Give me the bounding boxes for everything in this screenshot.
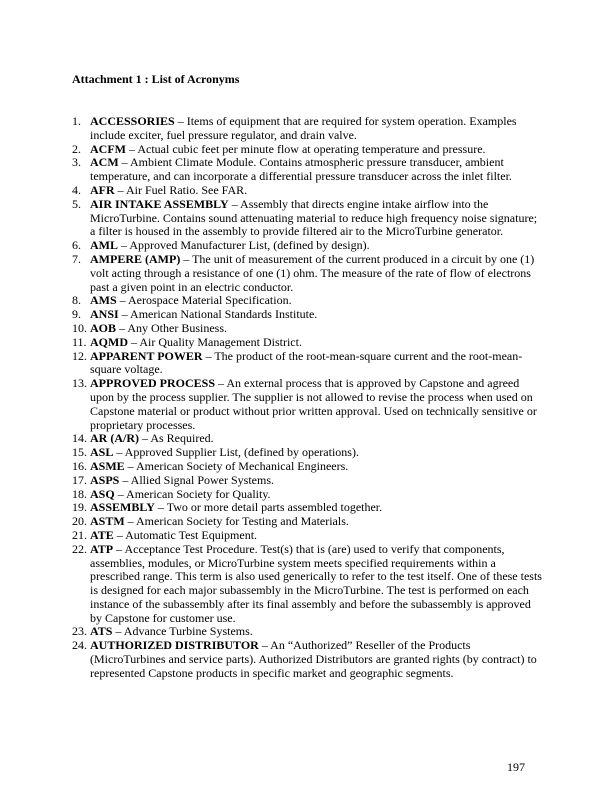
acronym-item <box>72 639 542 680</box>
acronym-term: ATS <box>90 624 113 639</box>
item-number: 5. <box>72 196 81 211</box>
acronym-definition: – Advance Turbine Systems. <box>112 624 253 639</box>
item-number: 11. <box>72 334 87 349</box>
acronym-term: ATP <box>90 541 114 556</box>
acronym-item <box>72 198 542 239</box>
acronym-definition: – As Required. <box>139 431 214 446</box>
acronym-definition: – An external process that is approved by Capstone and agreed upon by the process supplier. The supplier is not allowed to revise the process when used on Capstone material or product without prior written approval. Used on technically sensitive or proprietary processes. <box>90 376 537 432</box>
acronym-definition: – Any Other Business. <box>116 320 228 335</box>
acronym-item <box>72 156 542 184</box>
acronym-term: ASQ <box>90 486 115 501</box>
acronym-list <box>72 115 542 681</box>
acronym-term: AIR INTAKE ASSEMBLY <box>90 196 229 211</box>
item-number: 3. <box>72 155 81 170</box>
item-number: 14. <box>72 431 87 446</box>
item-number: 17. <box>72 472 87 487</box>
acronym-term: ASPS <box>90 472 120 487</box>
page-title: Attachment 1 : List of Acronyms <box>72 72 240 86</box>
acronym-term: AMPERE (AMP) <box>90 251 181 266</box>
item-number: 9. <box>72 307 81 322</box>
acronym-definition: – Air Fuel Ratio. See FAR. <box>114 182 248 197</box>
acronym-item <box>72 184 542 198</box>
item-number: 19. <box>72 500 87 515</box>
acronym-definition: – American Society of Mechanical Engineers. <box>124 458 349 473</box>
acronym-item <box>72 143 542 157</box>
acronym-term: AMS <box>90 293 117 308</box>
item-number: 15. <box>72 445 87 460</box>
acronym-item <box>72 239 542 253</box>
acronym-definition: – Aerospace Material Specification. <box>116 293 292 308</box>
acronym-definition: – American National Standards Institute. <box>118 307 318 322</box>
acronym-item <box>72 322 542 336</box>
acronym-term: AOB <box>90 320 117 335</box>
acronym-definition: – Items of equipment that are required for system operation. Examples include exciter, fuel pressure regulator, and drain valve. <box>90 114 517 142</box>
item-number: 6. <box>72 238 81 253</box>
item-number: 18. <box>72 486 87 501</box>
acronym-term: ACFM <box>90 141 126 156</box>
item-number: 8. <box>72 293 81 308</box>
acronym-item <box>72 377 542 432</box>
acronym-definition: – Two or more detail parts assembled together. <box>154 500 383 515</box>
acronym-item <box>72 501 542 515</box>
acronym-item <box>72 460 542 474</box>
acronym-item <box>72 350 542 378</box>
acronym-definition: – Approved Supplier List, (defined by operations). <box>113 445 359 460</box>
page-number: 197 <box>507 760 525 774</box>
acronym-term: ASSEMBLY <box>90 500 155 515</box>
acronym-term: ANSI <box>90 307 119 322</box>
acronym-term: AR (A/R) <box>90 431 139 446</box>
acronym-term: APPARENT POWER <box>90 348 203 363</box>
acronym-term: APPROVED PROCESS <box>90 376 216 391</box>
acronym-term: AUTHORIZED DISTRIBUTOR <box>90 638 259 653</box>
acronym-item <box>72 446 542 460</box>
item-number: 23. <box>72 624 87 639</box>
acronym-item <box>72 625 542 639</box>
acronym-item <box>72 543 542 626</box>
acronym-term: ASME <box>90 458 125 473</box>
acronym-item <box>72 488 542 502</box>
item-number: 21. <box>72 527 87 542</box>
acronym-item <box>72 253 542 294</box>
acronym-item <box>72 515 542 529</box>
acronym-item <box>72 474 542 488</box>
acronym-definition: – Ambient Climate Module. Contains atmospheric pressure transducer, ambient temperature, and can incorporate a differential pressure transducer across the inlet filter. <box>90 155 512 184</box>
acronym-definition: – The unit of measurement of the current produced in a circuit by one (1) volt acting through a resistance of one (1) ohm. The measure of the rate of flow of electrons past a given point in an electric conductor. <box>90 251 535 294</box>
acronym-definition: – American Society for Testing and Materials. <box>124 514 349 529</box>
acronym-definition: – Air Quality Management District. <box>128 334 302 349</box>
item-number: 24. <box>72 638 87 653</box>
acronym-definition: – American Society for Quality. <box>114 486 271 501</box>
acronym-definition: – Approved Manufacturer List, (defined by design). <box>118 238 370 253</box>
acronym-definition: – Actual cubic feet per minute flow at operating temperature and pressure. <box>126 141 486 156</box>
acronym-definition: – Assembly that directs engine intake airflow into the MicroTurbine. Contains sound attenuating material to reduce high frequency noise signature; a filter is housed in the assembly to provide filtered air to the MicroTurbine generator. <box>90 196 538 239</box>
acronym-item <box>72 432 542 446</box>
acronym-item <box>72 115 542 143</box>
item-number: 13. <box>72 376 87 391</box>
acronym-term: ACCESSORIES <box>90 114 175 128</box>
acronym-term: ASTM <box>90 514 125 529</box>
acronym-term: AFR <box>90 182 115 197</box>
acronym-definition: – Allied Signal Power Systems. <box>119 472 275 487</box>
item-number: 10. <box>72 320 87 335</box>
acronym-item <box>72 336 542 350</box>
item-number: 16. <box>72 458 87 473</box>
acronym-definition: – Automatic Test Equipment. <box>113 527 258 542</box>
acronym-term: AQMD <box>90 334 128 349</box>
acronym-item <box>72 529 542 543</box>
acronym-term: ATE <box>90 527 114 542</box>
item-number: 2. <box>72 141 81 156</box>
acronym-definition: – The product of the root-mean-square current and the root-mean-square voltage. <box>90 348 523 377</box>
acronym-definition: – An “Authorized” Reseller of the Products (MicroTurbines and service parts). Authorized Distributors are granted rights (by contract) to represented Capstone products in specific market and geographic segments. <box>90 638 537 680</box>
acronym-term: ASL <box>90 445 114 460</box>
item-number: 12. <box>72 348 87 363</box>
acronym-term: AML <box>90 238 118 253</box>
acronym-item <box>72 308 542 322</box>
item-number: 20. <box>72 514 87 529</box>
acronym-definition: – Acceptance Test Procedure. Test(s) that is (are) used to verify that components, assemblies, modules, or MicroTurbine system meets specified requirements within a prescribed range. This term is also used generically to refer to the test itself. One of these tests is designed for each major subassembly in the MicroTurbine. The test is performed on each instance of the subassembly after its final assembly and before the subassembly is approved by Capstone for customer use. <box>90 541 542 625</box>
item-number: 22. <box>72 541 87 556</box>
item-number: 4. <box>72 182 81 197</box>
acronym-term: ACM <box>90 155 119 170</box>
item-number: 1. <box>72 114 81 128</box>
item-number: 7. <box>72 251 81 266</box>
acronym-item <box>72 294 542 308</box>
